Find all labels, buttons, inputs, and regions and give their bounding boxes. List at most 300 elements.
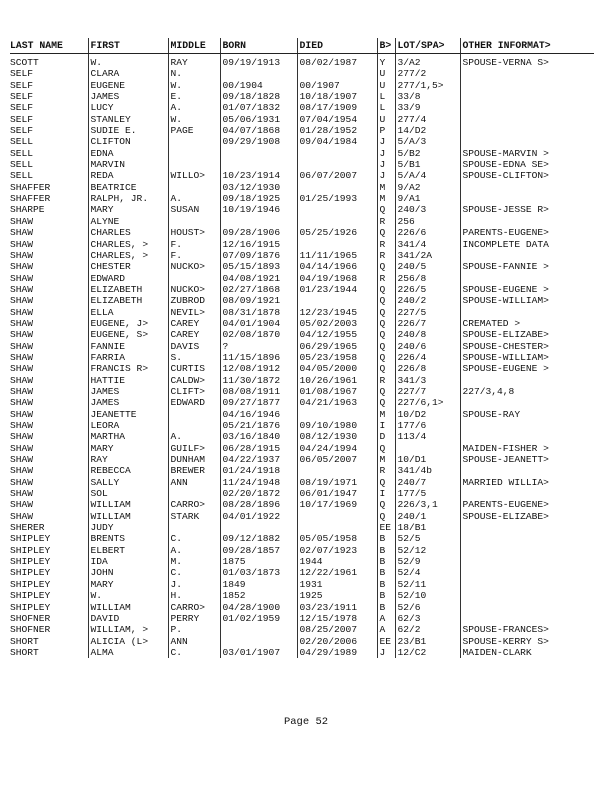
first-name-cell: W. <box>88 54 168 69</box>
last-name-cell: SHAW <box>10 272 34 284</box>
middle-name-cell: CAREY <box>168 329 220 340</box>
first-name-cell: ALYNE <box>88 216 168 227</box>
table-row <box>10 329 594 340</box>
first-name-cell: CHARLES <box>88 227 168 238</box>
first-name-cell: JOHN <box>88 567 168 578</box>
died-date-cell: 10/26/1961 <box>297 375 377 386</box>
other-info-cell: SPOUSE-RAY <box>460 409 594 420</box>
b-code-cell: A <box>377 613 395 624</box>
table-row <box>10 227 594 238</box>
middle-name-cell: W. <box>168 80 220 91</box>
first-name-cell: REBECCA <box>88 465 168 476</box>
last-name-cell: SHAW <box>10 227 34 239</box>
table-row <box>10 590 594 601</box>
last-name-cell: SHAW <box>10 454 34 466</box>
died-date-cell: 10/17/1969 <box>297 499 377 510</box>
first-name-cell: JUDY <box>88 522 168 533</box>
lot-space-cell: 52/10 <box>395 590 460 601</box>
first-name-cell: BRENTS <box>88 533 168 544</box>
last-name-cell: SHIPLEY <box>10 590 51 602</box>
last-name-cell: SHAW <box>10 442 34 454</box>
last-name-cell: SELF <box>10 91 34 103</box>
b-code-cell: B <box>377 579 395 590</box>
last-name-cell: SHAW <box>10 215 34 227</box>
other-info-cell: INCOMPLETE DATA <box>460 239 594 250</box>
b-code-cell: EE <box>377 522 395 533</box>
b-code-cell: B <box>377 602 395 613</box>
born-date-cell: 03/12/1930 <box>220 182 297 193</box>
burial-records-table <box>10 38 594 658</box>
last-name-cell: SHIPLEY <box>10 567 51 579</box>
middle-name-cell: M. <box>168 556 220 567</box>
died-date-cell: 08/17/1909 <box>297 102 377 113</box>
born-date-cell: 02/27/1868 <box>220 284 297 295</box>
last-name-cell: SHAW <box>10 238 34 250</box>
middle-name-cell <box>168 136 220 147</box>
table-row <box>10 579 594 590</box>
first-name-cell: ELLA <box>88 307 168 318</box>
lot-space-cell: 226/8 <box>395 363 460 374</box>
born-date-cell: 07/09/1876 <box>220 250 297 261</box>
first-name-cell: HATTIE <box>88 375 168 386</box>
other-info-cell: SPOUSE-FRANCES> <box>460 624 594 635</box>
lot-space-cell: 226/4 <box>395 352 460 363</box>
other-info-cell <box>460 397 594 408</box>
other-info-cell <box>460 193 594 204</box>
born-date-cell: 1852 <box>220 590 297 601</box>
b-code-cell: L <box>377 102 395 113</box>
last-name-cell: SHIPLEY <box>10 533 51 545</box>
middle-name-cell <box>168 182 220 193</box>
b-code-cell: Q <box>377 307 395 318</box>
first-name-cell: JAMES <box>88 91 168 102</box>
b-code-cell: A <box>377 624 395 635</box>
born-date-cell: 12/08/1912 <box>220 363 297 374</box>
other-info-cell <box>460 567 594 578</box>
died-date-cell <box>297 522 377 533</box>
other-info-cell: SPOUSE-MARVIN > <box>460 148 594 159</box>
b-code-cell: Q <box>377 261 395 272</box>
b-code-cell: Q <box>377 227 395 238</box>
table-row <box>10 216 594 227</box>
middle-name-cell: WILLO> <box>168 170 220 181</box>
died-date-cell <box>297 511 377 522</box>
lot-space-cell: 52/5 <box>395 533 460 544</box>
first-name-cell: MARVIN <box>88 159 168 170</box>
died-date-cell: 01/23/1944 <box>297 284 377 295</box>
middle-name-cell: F. <box>168 250 220 261</box>
lot-space-cell: 341/3 <box>395 375 460 386</box>
born-date-cell: 01/24/1918 <box>220 465 297 476</box>
table-row <box>10 261 594 272</box>
last-name-cell: SHAW <box>10 510 34 522</box>
first-name-cell: W. <box>88 590 168 601</box>
died-date-cell: 00/1907 <box>297 80 377 91</box>
other-info-cell: SPOUSE-JESSE R> <box>460 204 594 215</box>
first-name-cell: EUGENE <box>88 80 168 91</box>
table-row <box>10 136 594 147</box>
other-info-cell: SPOUSE-CHESTER> <box>460 341 594 352</box>
first-name-cell: SOL <box>88 488 168 499</box>
born-date-cell: 04/28/1900 <box>220 602 297 613</box>
other-info-cell <box>460 216 594 227</box>
other-info-cell <box>460 556 594 567</box>
first-name-cell: LUCY <box>88 102 168 113</box>
first-name-cell: IDA <box>88 556 168 567</box>
lot-space-cell: 226/5 <box>395 284 460 295</box>
table-row <box>10 68 594 79</box>
table-row <box>10 499 594 510</box>
lot-space-cell: 18/B1 <box>395 522 460 533</box>
born-date-cell: 1875 <box>220 556 297 567</box>
born-date-cell <box>220 636 297 647</box>
middle-name-cell: PAGE <box>168 125 220 136</box>
last-name-cell: SHAW <box>10 306 34 318</box>
born-date-cell: 09/29/1908 <box>220 136 297 147</box>
died-date-cell: 05/05/1958 <box>297 533 377 544</box>
last-name-cell: SHAW <box>10 397 34 409</box>
other-info-cell: SPOUSE-ELIZABE> <box>460 511 594 522</box>
table-row <box>10 352 594 363</box>
born-date-cell: 09/18/1828 <box>220 91 297 102</box>
born-date-cell: 09/28/1906 <box>220 227 297 238</box>
died-date-cell: 06/01/1947 <box>297 488 377 499</box>
middle-name-cell: CALDW> <box>168 375 220 386</box>
table-row <box>10 624 594 635</box>
born-date-cell: 11/30/1872 <box>220 375 297 386</box>
lot-space-cell: 9/A2 <box>395 182 460 193</box>
other-info-cell <box>460 102 594 113</box>
b-code-cell: Q <box>377 204 395 215</box>
middle-name-cell: P. <box>168 624 220 635</box>
born-date-cell: 02/20/1872 <box>220 488 297 499</box>
first-name-cell: LEORA <box>88 420 168 431</box>
first-name-cell: WILLIAM <box>88 511 168 522</box>
other-info-cell: SPOUSE-ELIZABE> <box>460 329 594 340</box>
died-date-cell: 05/02/2003 <box>297 318 377 329</box>
b-code-cell: U <box>377 68 395 79</box>
middle-name-cell: CLIFT> <box>168 386 220 397</box>
table-row <box>10 54 594 69</box>
died-date-cell: 04/24/1994 <box>297 443 377 454</box>
last-name-cell: SHORT <box>10 635 39 647</box>
last-name-cell: SHIPLEY <box>10 544 51 556</box>
born-date-cell: 12/16/1915 <box>220 239 297 250</box>
born-date-cell: 01/02/1959 <box>220 613 297 624</box>
last-name-cell: SHAW <box>10 261 34 273</box>
died-date-cell: 1925 <box>297 590 377 601</box>
died-date-cell: 05/25/1926 <box>297 227 377 238</box>
b-code-cell: U <box>377 80 395 91</box>
last-name-cell: SHAW <box>10 499 34 511</box>
b-code-cell: Q <box>377 352 395 363</box>
died-date-cell: 08/25/2007 <box>297 624 377 635</box>
table-row <box>10 182 594 193</box>
middle-name-cell: H. <box>168 590 220 601</box>
born-date-cell: 04/07/1868 <box>220 125 297 136</box>
b-code-cell: Q <box>377 477 395 488</box>
born-date-cell: 06/28/1915 <box>220 443 297 454</box>
died-date-cell: 08/12/1930 <box>297 431 377 442</box>
column-header-other-info: OTHER INFORMAT> <box>460 38 594 54</box>
table-row <box>10 273 594 284</box>
lot-space-cell: 256 <box>395 216 460 227</box>
first-name-cell: WILLIAM <box>88 499 168 510</box>
first-name-cell: EDNA <box>88 148 168 159</box>
last-name-cell: SELF <box>10 68 34 80</box>
cemetery-record-page <box>10 38 594 658</box>
middle-name-cell <box>168 216 220 227</box>
column-header-middle-name: MIDDLE <box>168 38 220 54</box>
other-info-cell <box>460 307 594 318</box>
born-date-cell: 08/31/1878 <box>220 307 297 318</box>
first-name-cell: CLIFTON <box>88 136 168 147</box>
died-date-cell: 10/18/1907 <box>297 91 377 102</box>
lot-space-cell: 5/A/4 <box>395 170 460 181</box>
last-name-cell: SHAW <box>10 317 34 329</box>
last-name-cell: SHAW <box>10 351 34 363</box>
last-name-cell: SELF <box>10 113 34 125</box>
born-date-cell <box>220 216 297 227</box>
b-code-cell: I <box>377 488 395 499</box>
first-name-cell: FARRIA <box>88 352 168 363</box>
column-header-lot-space: LOT/SPA> <box>395 38 460 54</box>
b-code-cell: B <box>377 533 395 544</box>
lot-space-cell: 23/B1 <box>395 636 460 647</box>
middle-name-cell <box>168 522 220 533</box>
table-row <box>10 284 594 295</box>
died-date-cell <box>297 465 377 476</box>
b-code-cell: R <box>377 273 395 284</box>
b-code-cell: R <box>377 465 395 476</box>
died-date-cell: 08/19/1971 <box>297 477 377 488</box>
first-name-cell: MARY <box>88 204 168 215</box>
lot-space-cell: 277/2 <box>395 68 460 79</box>
b-code-cell: R <box>377 216 395 227</box>
born-date-cell: 04/01/1904 <box>220 318 297 329</box>
died-date-cell <box>297 148 377 159</box>
first-name-cell: MARTHA <box>88 431 168 442</box>
died-date-cell <box>297 182 377 193</box>
other-info-cell <box>460 488 594 499</box>
lot-space-cell: 227/6,1> <box>395 397 460 408</box>
died-date-cell: 1944 <box>297 556 377 567</box>
born-date-cell: 02/08/1870 <box>220 329 297 340</box>
b-code-cell: Q <box>377 386 395 397</box>
table-row <box>10 250 594 261</box>
b-code-cell: Q <box>377 318 395 329</box>
other-info-cell: MAIDEN-FISHER > <box>460 443 594 454</box>
lot-space-cell: 177/6 <box>395 420 460 431</box>
first-name-cell: ELIZABETH <box>88 295 168 306</box>
born-date-cell: 08/28/1896 <box>220 499 297 510</box>
last-name-cell: SELF <box>10 79 34 91</box>
other-info-cell <box>460 114 594 125</box>
last-name-cell: SHAW <box>10 283 34 295</box>
other-info-cell: 227/3,4,8 <box>460 386 594 397</box>
other-info-cell <box>460 545 594 556</box>
table-row <box>10 613 594 624</box>
first-name-cell: MARY <box>88 579 168 590</box>
b-code-cell: B <box>377 545 395 556</box>
last-name-cell: SHERER <box>10 522 45 534</box>
b-code-cell: Q <box>377 284 395 295</box>
died-date-cell: 06/07/2007 <box>297 170 377 181</box>
middle-name-cell: J. <box>168 579 220 590</box>
table-row <box>10 159 594 170</box>
first-name-cell: JEANETTE <box>88 409 168 420</box>
middle-name-cell: C. <box>168 647 220 658</box>
table-row <box>10 295 594 306</box>
middle-name-cell: CAREY <box>168 318 220 329</box>
other-info-cell <box>460 250 594 261</box>
b-code-cell: R <box>377 239 395 250</box>
other-info-cell <box>460 533 594 544</box>
table-row <box>10 545 594 556</box>
last-name-cell: SELF <box>10 102 34 114</box>
lot-space-cell: 52/6 <box>395 602 460 613</box>
middle-name-cell: A. <box>168 102 220 113</box>
other-info-cell: SPOUSE-EDNA SE> <box>460 159 594 170</box>
other-info-cell: PARENTS-EUGENE> <box>460 227 594 238</box>
died-date-cell: 08/02/1987 <box>297 54 377 69</box>
middle-name-cell <box>168 488 220 499</box>
lot-space-cell: 240/2 <box>395 295 460 306</box>
b-code-cell: Y <box>377 54 395 69</box>
middle-name-cell: A. <box>168 545 220 556</box>
table-row <box>10 409 594 420</box>
died-date-cell <box>297 68 377 79</box>
died-date-cell <box>297 216 377 227</box>
first-name-cell: EDWARD <box>88 273 168 284</box>
table-row <box>10 567 594 578</box>
died-date-cell <box>297 409 377 420</box>
born-date-cell: 01/07/1832 <box>220 102 297 113</box>
b-code-cell: Q <box>377 443 395 454</box>
died-date-cell: 09/10/1980 <box>297 420 377 431</box>
lot-space-cell: 240/8 <box>395 329 460 340</box>
last-name-cell: SELL <box>10 159 34 171</box>
middle-name-cell <box>168 409 220 420</box>
first-name-cell: RAY <box>88 454 168 465</box>
died-date-cell: 06/29/1965 <box>297 341 377 352</box>
lot-space-cell: 62/2 <box>395 624 460 635</box>
other-info-cell <box>460 613 594 624</box>
column-header-died-date: DIED <box>297 38 377 54</box>
lot-space-cell: 10/D2 <box>395 409 460 420</box>
first-name-cell: EUGENE, J> <box>88 318 168 329</box>
table-row <box>10 556 594 567</box>
middle-name-cell: STARK <box>168 511 220 522</box>
born-date-cell: 09/27/1877 <box>220 397 297 408</box>
table-row <box>10 204 594 215</box>
lot-space-cell: 341/4b <box>395 465 460 476</box>
other-info-cell: PARENTS-EUGENE> <box>460 499 594 510</box>
middle-name-cell: ANN <box>168 477 220 488</box>
first-name-cell: ALICIA (L> <box>88 636 168 647</box>
lot-space-cell: 277/1,5> <box>395 80 460 91</box>
other-info-cell <box>460 68 594 79</box>
last-name-cell: SHAW <box>10 476 34 488</box>
middle-name-cell: CURTIS <box>168 363 220 374</box>
born-date-cell: 00/1904 <box>220 80 297 91</box>
born-date-cell <box>220 68 297 79</box>
table-row <box>10 397 594 408</box>
table-row <box>10 102 594 113</box>
b-code-cell: R <box>377 375 395 386</box>
middle-name-cell: PERRY <box>168 613 220 624</box>
died-date-cell <box>297 204 377 215</box>
other-info-cell: SPOUSE-WILLIAM> <box>460 352 594 363</box>
first-name-cell: SUDIE E. <box>88 125 168 136</box>
lot-space-cell: 341/4 <box>395 239 460 250</box>
lot-space-cell: 226/7 <box>395 318 460 329</box>
b-code-cell: M <box>377 409 395 420</box>
b-code-cell: Q <box>377 329 395 340</box>
died-date-cell: 04/29/1989 <box>297 647 377 658</box>
table-row <box>10 465 594 476</box>
died-date-cell: 12/23/1945 <box>297 307 377 318</box>
died-date-cell: 05/23/1958 <box>297 352 377 363</box>
middle-name-cell: HOUST> <box>168 227 220 238</box>
born-date-cell: 04/16/1946 <box>220 409 297 420</box>
middle-name-cell: NUCKO> <box>168 284 220 295</box>
other-info-cell <box>460 602 594 613</box>
last-name-cell: SHAW <box>10 374 34 386</box>
b-code-cell: Q <box>377 511 395 522</box>
table-row <box>10 488 594 499</box>
last-name-cell: SELL <box>10 147 34 159</box>
middle-name-cell: C. <box>168 567 220 578</box>
table-row <box>10 148 594 159</box>
other-info-cell <box>460 273 594 284</box>
lot-space-cell: 52/4 <box>395 567 460 578</box>
last-name-cell: SHAW <box>10 363 34 375</box>
page-number: Page 52 <box>283 716 329 728</box>
b-code-cell: J <box>377 136 395 147</box>
other-info-cell: SPOUSE-VERNA S> <box>460 54 594 69</box>
b-code-cell: J <box>377 159 395 170</box>
last-name-cell: SHARPE <box>10 204 45 216</box>
column-header-first-name: FIRST <box>88 38 168 54</box>
b-code-cell: Q <box>377 499 395 510</box>
other-info-cell: SPOUSE-CLIFTON> <box>460 170 594 181</box>
b-code-cell: B <box>377 590 395 601</box>
lot-space-cell: 227/7 <box>395 386 460 397</box>
other-info-cell: CREMATED > <box>460 318 594 329</box>
lot-space-cell: 227/5 <box>395 307 460 318</box>
lot-space-cell: 12/C2 <box>395 647 460 658</box>
other-info-cell: SPOUSE-EUGENE > <box>460 363 594 374</box>
lot-space-cell: 226/3,1 <box>395 499 460 510</box>
born-date-cell: 09/12/1882 <box>220 533 297 544</box>
column-header-born-date: BORN <box>220 38 297 54</box>
middle-name-cell <box>168 159 220 170</box>
lot-space-cell <box>395 443 460 454</box>
born-date-cell <box>220 148 297 159</box>
born-date-cell: 11/24/1948 <box>220 477 297 488</box>
died-date-cell: 09/04/1984 <box>297 136 377 147</box>
lot-space-cell: 33/9 <box>395 102 460 113</box>
other-info-cell: SPOUSE-KERRY S> <box>460 636 594 647</box>
died-date-cell: 01/28/1952 <box>297 125 377 136</box>
other-info-cell: SPOUSE-JEANETT> <box>460 454 594 465</box>
column-header-last-name: LAST NAME <box>10 38 88 54</box>
died-date-cell: 04/12/1955 <box>297 329 377 340</box>
last-name-cell: SHAW <box>10 340 34 352</box>
middle-name-cell: E. <box>168 91 220 102</box>
first-name-cell: ELBERT <box>88 545 168 556</box>
